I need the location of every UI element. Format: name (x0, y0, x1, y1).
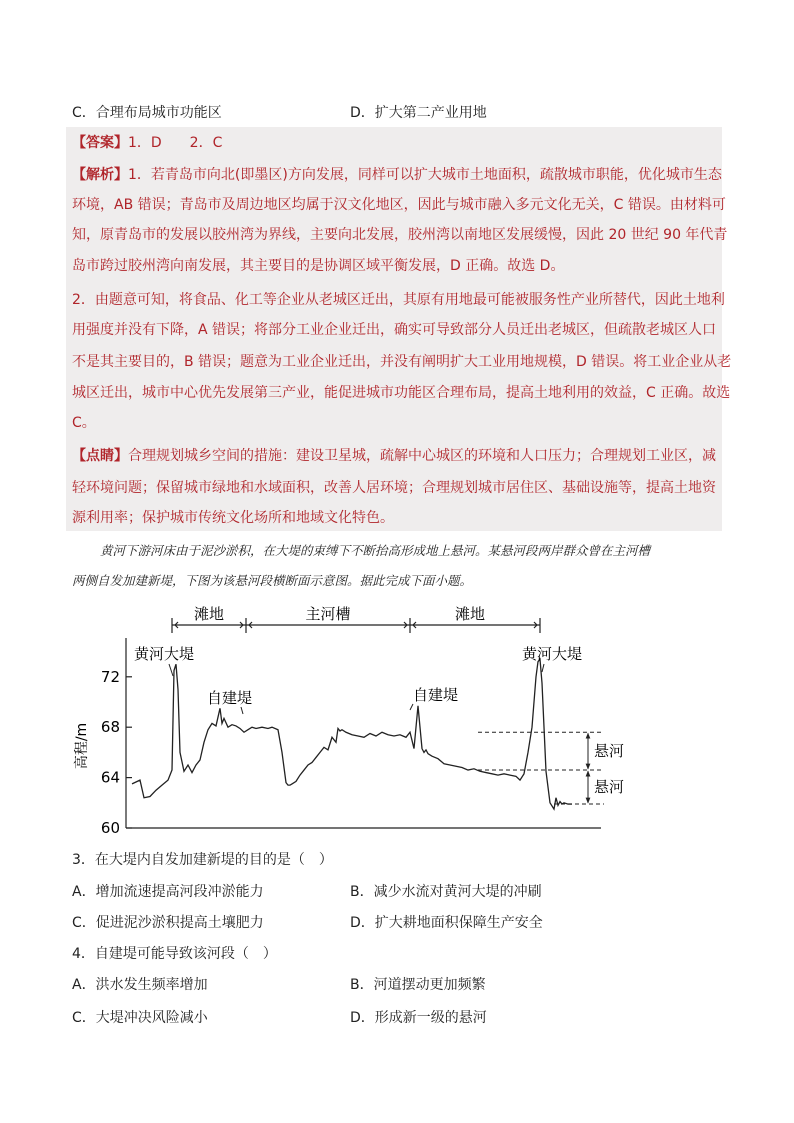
analysis-line-6: 用强度并没有下降，A 错误；将部分工业企业迁出，确实可导致部分人员迁出老城区，但疏散老城区人口 (72, 322, 717, 338)
hang-label-upper: 悬河 (594, 742, 625, 761)
section-label-center: 主河槽 (305, 605, 351, 623)
label-dike-left: 黄河大堤 (134, 645, 195, 663)
question-4-option-b[interactable]: B．河道摆动更加频繁 (350, 977, 486, 993)
point-text: 合理规划城乡空间的措施：建设卫星城，疏解中心城区的环境和人口压力；合理规划工业区，减 (128, 448, 716, 464)
pointer-dike-right (542, 664, 544, 672)
analysis-line-4: 岛市跨过胶州湾向南发展，其主要目的是协调区域平衡发展，D 正确。故选 D。 (72, 258, 565, 274)
y-tick-label-68: 68 (100, 718, 120, 737)
point-line-1 (72, 446, 716, 466)
pointer-dike-left (169, 664, 173, 676)
prev-option-c: C．合理布局城市功能区 (72, 105, 222, 121)
question-4-stem: 4．自建堤可能导致该河段（ ） (72, 946, 277, 962)
question-3-option-a[interactable]: A．增加流速提高河段冲淤能力 (72, 884, 264, 900)
prev-option-d: D．扩大第二产业用地 (350, 105, 487, 121)
intro-line-1: 黄河下游河床由于泥沙淤积，在大堤的束缚下不断抬高形成地上悬河。某悬河段两岸群众曾在主河槽 (100, 543, 651, 558)
river-cross-section-chart (66, 596, 626, 840)
analysis-line-2: 环境，AB 错误；青岛市及周边地区均属于汉文化地区，因此与城市融入多元文化无关，C 错误。由材料可 (72, 197, 726, 213)
label-self-dike-left: 自建堤 (207, 689, 253, 707)
pointer-self-right (410, 704, 413, 710)
analysis-line-5: 2．由题意可知，将食品、化工等企业从老城区迁出，其原有用地最可能被服务性产业所替代，因此土地利 (72, 292, 725, 308)
answer-text: 1．D 2．C (128, 135, 223, 151)
hang-label-lower: 悬河 (594, 778, 625, 797)
intro-line-2: 两侧自发加建新堤，下图为该悬河段横断面示意图。据此完成下面小题。 (72, 573, 473, 588)
analysis-tag: 【解析】 (72, 167, 128, 183)
question-3-stem: 3．在大堤内自发加建新堤的目的是（ ） (72, 852, 333, 868)
question-4-option-d[interactable]: D．形成新一级的悬河 (350, 1010, 487, 1026)
question-3-option-b[interactable]: B．减少水流对黄河大堤的冲刷 (350, 884, 542, 900)
pointer-self-left (241, 707, 243, 714)
analysis-line-8: 城区迁出，城市中心优先发展第三产业，能促进城市功能区合理布局，提高土地利用的效益，C 正确。故选 (72, 385, 731, 401)
question-4-option-c[interactable]: C．大堤冲决风险减小 (72, 1010, 208, 1026)
section-label-right: 滩地 (454, 605, 486, 623)
y-tick-label-60: 60 (100, 819, 120, 837)
question-4-option-a[interactable]: A．洪水发生频率增加 (72, 977, 208, 993)
question-3-option-d[interactable]: D．扩大耕地面积保障生产安全 (350, 915, 543, 931)
river-profile-line (132, 659, 572, 809)
section-label-left: 滩地 (193, 605, 225, 623)
y-tick-label-64: 64 (100, 768, 120, 787)
label-self-dike-right: 自建堤 (413, 686, 459, 704)
analysis-text: 1．若青岛市向北(即墨区)方向发展，同样可以扩大城市土地面积，疏散城市职能，优化城市生态 (128, 167, 722, 183)
answer-line (72, 133, 222, 153)
y-ticks (101, 668, 132, 837)
y-tick-label-72: 72 (100, 667, 120, 686)
point-tag: 【点睛】 (72, 448, 128, 464)
label-dike-right: 黄河大堤 (522, 645, 583, 663)
analysis-line-9: C。 (72, 415, 96, 431)
point-line-2: 轻环境问题；保留城市绿地和水域面积，改善人居环境；合理规划城市居住区、基础设施等，提高土地资 (72, 480, 716, 496)
analysis-line-1 (72, 165, 722, 185)
point-line-3: 源利用率；保护城市传统文化场所和地域文化特色。 (72, 510, 394, 526)
question-3-option-c[interactable]: C．促进泥沙淤积提高土壤肥力 (72, 915, 264, 931)
answer-tag: 【答案】 (72, 135, 128, 151)
analysis-line-3: 知，原青岛市的发展以胶州湾为界线，主要向北发展，胶州湾以南地区发展缓慢，因此 20 世纪 90 年代青 (72, 227, 728, 243)
analysis-line-7: 不是其主要目的，B 错误；题意为工业企业迁出，并没有阐明扩大工业用地规模，D 错误。将工业企业从老 (72, 354, 732, 370)
y-axis-label: 高程/m (74, 722, 90, 770)
